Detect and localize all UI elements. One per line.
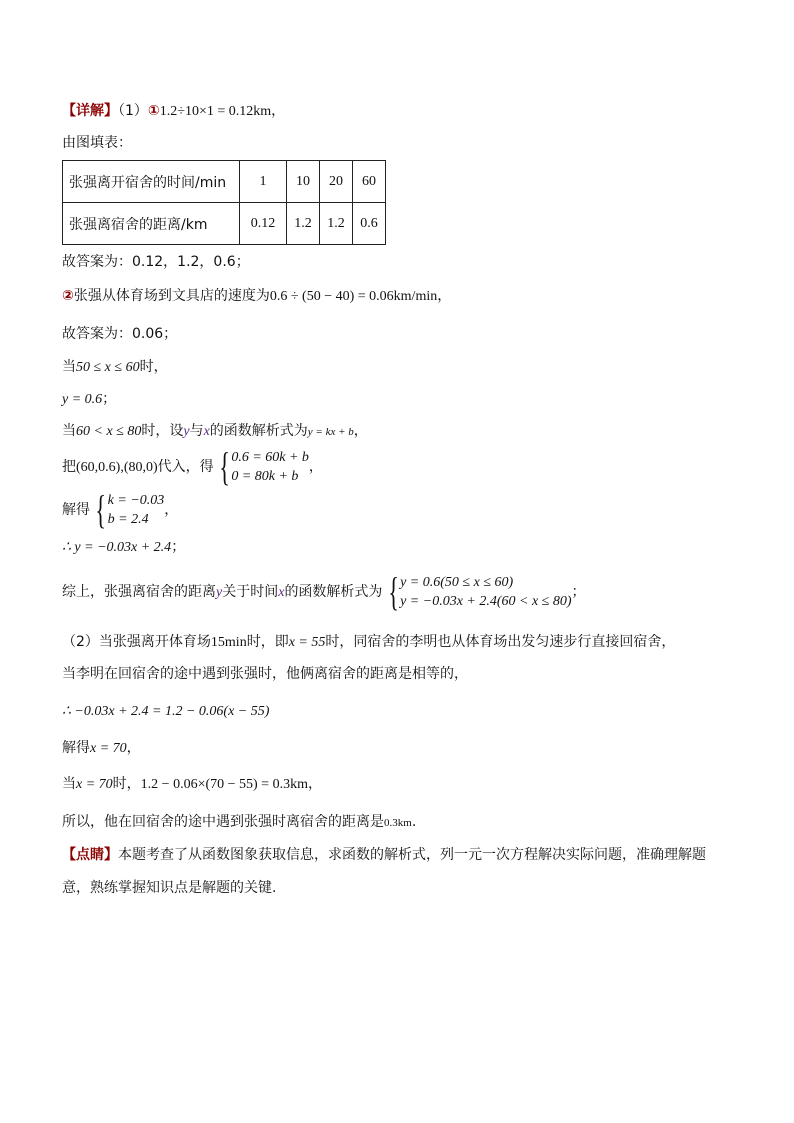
solve-line: 解得x = 70， (62, 740, 141, 756)
table-header-time: 张强离开宿舍的时间/min (63, 161, 240, 203)
part-two-line: （2）当张强离开体育场15min时，即x = 55时，同宿舍的李明也从体育场出发匀速步行直接回宿舍， (62, 634, 676, 650)
summary-line: 综上，张强离宿舍的距离y关于时间x的函数解析式为 { y = 0.6(50 ≤ x ≤ 60) y = −0.03x + 2.4(60 < x ≤ 80) ； (62, 569, 586, 614)
equation-line: y = 0.6； (62, 391, 117, 407)
detail-tag: 【详解】 (62, 103, 118, 119)
table-row: 张强离宿舍的距离/km 0.12 1.2 1.2 0.6 (63, 203, 386, 245)
case-line: 当50 ≤ x ≤ 60时， (62, 359, 168, 375)
equation-system: { 0.6 = 60k + b 0 = 80k + b (219, 444, 309, 489)
equation-system: { y = 0.6(50 ≤ x ≤ 60) y = −0.03x + 2.4(60 < x ≤ 80) (388, 569, 572, 614)
comment-line: 【点睛】本题考查了从函数图象获取信息，求函数的解析式，列一元一次方程解决实际问题，准确理解题 (62, 847, 706, 863)
conclusion-line: 所以，他在回宿舍的途中遇到张强时离宿舍的距离是0.3km. (62, 814, 417, 830)
comment-tag: 【点睛】 (62, 847, 118, 863)
table-row: 张强离开宿舍的时间/min 1 10 20 60 (63, 161, 386, 203)
circle-one-icon: ① (147, 103, 160, 119)
detail-line: 【详解】（1）①1.2÷10×1 = 0.12km， (62, 103, 286, 119)
data-table (62, 160, 386, 245)
comment-line: 意，熟练掌握知识点是解题的关键. (62, 880, 277, 896)
equation-line: ∴ y = −0.03x + 2.4； (62, 539, 186, 555)
equation-system: { k = −0.03 b = 2.4 (95, 487, 165, 532)
text-line: 当李明在回宿舍的途中遇到张强时，他俩离宿舍的距离是相等的， (62, 666, 468, 682)
answer-line: 故答案为：0.12，1.2，0.6； (62, 254, 250, 270)
circle-two-icon: ② (62, 288, 74, 304)
table-header-distance: 张强离宿舍的距离/km (63, 203, 240, 245)
speed-line: ②张强从体育场到文具店的速度为0.6 ÷ (50 − 40) = 0.06km/min， (62, 288, 452, 304)
equation-line: ∴ −0.03x + 2.4 = 1.2 − 0.06(x − 55) (62, 704, 270, 719)
case-line: 当60 < x ≤ 80时，设y与x的函数解析式为y = kx + b， (62, 423, 368, 439)
fill-table-intro: 由图填表： (62, 135, 132, 151)
calc-line: 当x = 70时，1.2 − 0.06×(70 − 55) = 0.3km， (62, 776, 322, 792)
solve-line: 解得 { k = −0.03 b = 2.4 ， (62, 487, 179, 532)
answer-line: 故答案为：0.06； (62, 326, 178, 342)
substitute-line: 把(60,0.6),(80,0)代入，得 { 0.6 = 60k + b 0 = 80k + b ， (62, 444, 323, 489)
